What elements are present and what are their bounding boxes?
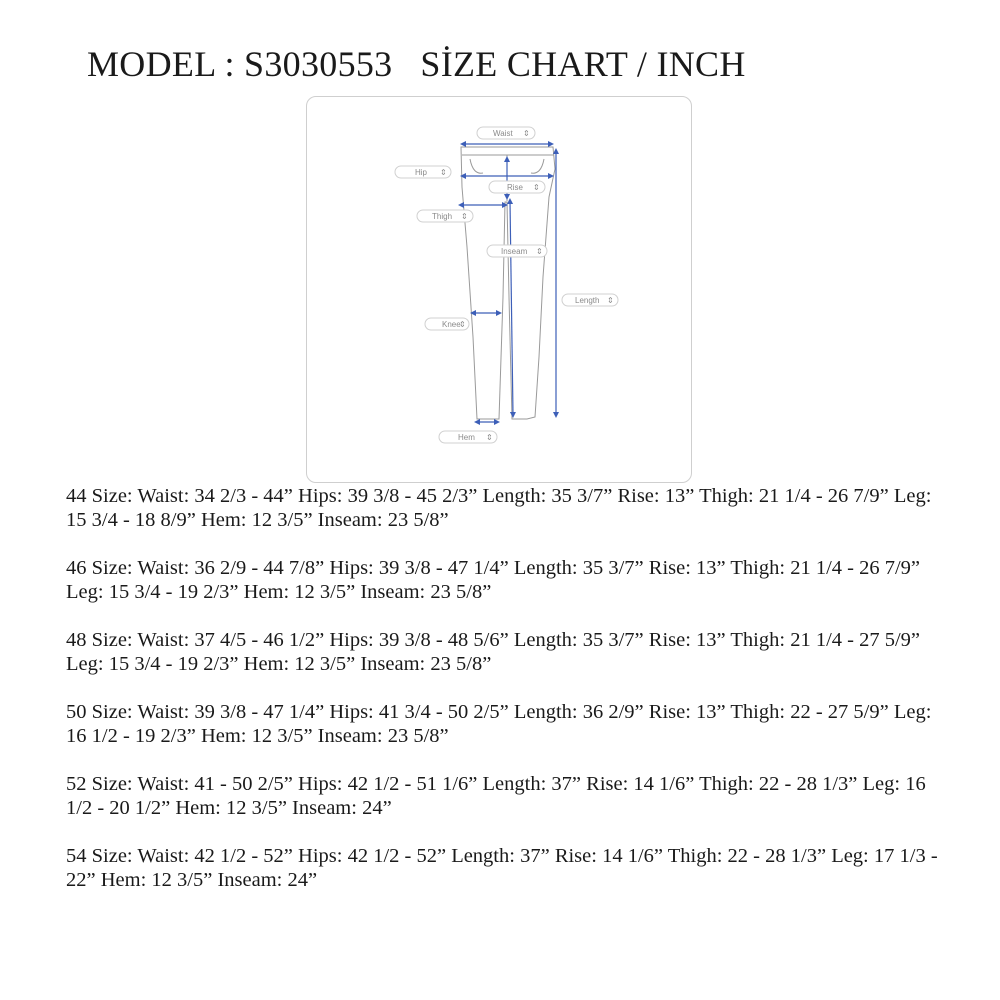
waist-value: Waist: 36 2/9 - 44 7/8” xyxy=(137,557,325,579)
knee-label: Knee xyxy=(442,320,461,329)
length-value: Length: 35 3/7” xyxy=(482,485,613,507)
length-value: Length: 35 3/7” xyxy=(513,557,644,579)
waist-value: Waist: 34 2/3 - 44” xyxy=(137,485,293,507)
leg-value: Leg: 15 3/4 - 18 8/9” xyxy=(66,485,932,531)
thigh-label: Thigh xyxy=(432,212,453,221)
rise-value: Rise: 13” xyxy=(617,485,695,507)
pants-measurement-diagram xyxy=(306,96,692,483)
hem-value: Hem: 12 3/5” xyxy=(243,653,356,675)
thigh-value: Thigh: 22 - 27 5/9” xyxy=(730,701,889,723)
waist-value: Waist: 41 - 50 2/5” xyxy=(137,773,293,795)
length-value: Length: 35 3/7” xyxy=(513,629,644,651)
leg-value: Leg: 16 1/2 - 20 1/2” xyxy=(66,773,926,819)
leg-value: Leg: 16 1/2 - 19 2/3” xyxy=(66,701,932,747)
size-entry-54 xyxy=(66,844,946,892)
length-label: Length xyxy=(575,296,600,305)
hips-value: Hips: 42 1/2 - 52” xyxy=(298,845,447,867)
length-value: Length: 37” xyxy=(482,773,582,795)
thigh-value: Thigh: 21 1/4 - 27 5/9” xyxy=(730,629,921,651)
hips-value: Hips: 39 3/8 - 47 1/4” xyxy=(329,557,509,579)
stepper-icon: ⇕ xyxy=(607,296,614,305)
size-list xyxy=(66,484,946,916)
hip-tag xyxy=(395,166,451,178)
thigh-tag xyxy=(417,210,473,222)
thigh-value: Thigh: 22 - 28 1/3” xyxy=(667,845,827,867)
stepper-icon: ⇕ xyxy=(459,320,466,329)
hem-value: Hem: 12 3/5” xyxy=(200,509,313,531)
inseam-value: Inseam: 24” xyxy=(292,797,392,819)
thigh-value: Thigh: 22 - 28 1/3” xyxy=(699,773,858,795)
waist-label: Waist xyxy=(493,129,513,138)
size-label: 52 Size: xyxy=(66,773,133,795)
size-label: 46 Size: xyxy=(66,557,133,579)
inseam-value: Inseam: 23 5/8” xyxy=(360,581,492,603)
waist-value: Waist: 37 4/5 - 46 1/2” xyxy=(137,629,325,651)
stepper-icon: ⇕ xyxy=(533,183,540,192)
size-label: 48 Size: xyxy=(66,629,133,651)
pants-illustration xyxy=(307,97,691,482)
page-title: MODEL : S3030553 SİZE CHART / INCH xyxy=(87,44,746,84)
length-value: Length: 37” xyxy=(451,845,550,867)
hips-value: Hips: 42 1/2 - 51 1/6” xyxy=(298,773,478,795)
leg-value: Leg: 15 3/4 - 19 2/3” xyxy=(66,581,239,603)
inseam-value: Inseam: 24” xyxy=(217,869,318,891)
stepper-icon: ⇕ xyxy=(440,168,447,177)
length-tag xyxy=(562,294,618,306)
hem-value: Hem: 12 3/5” xyxy=(175,797,287,819)
rise-label: Rise xyxy=(507,183,524,192)
rise-value: Rise: 13” xyxy=(648,701,726,723)
leg-value: Leg: 17 1/3 - 22” xyxy=(66,845,938,891)
hem-label: Hem xyxy=(458,433,475,442)
rise-tag xyxy=(489,181,545,193)
size-entry-52 xyxy=(66,772,946,820)
hem-tag xyxy=(439,431,497,443)
inseam-value: Inseam: 23 5/8” xyxy=(317,509,449,531)
leg-value: Leg: 15 3/4 - 19 2/3” xyxy=(66,653,239,675)
thigh-value: Thigh: 21 1/4 - 26 7/9” xyxy=(730,557,921,579)
hip-label: Hip xyxy=(415,168,428,177)
size-entry-48 xyxy=(66,628,946,676)
rise-value: Rise: 13” xyxy=(648,629,726,651)
hips-value: Hips: 41 3/4 - 50 2/5” xyxy=(329,701,509,723)
size-entry-50 xyxy=(66,700,946,748)
waist-value: Waist: 42 1/2 - 52” xyxy=(137,845,293,867)
knee-tag xyxy=(425,318,469,330)
stepper-icon: ⇕ xyxy=(536,247,543,256)
stepper-icon: ⇕ xyxy=(461,212,468,221)
size-entry-44 xyxy=(66,484,946,532)
length-value: Length: 36 2/9” xyxy=(513,701,644,723)
rise-value: Rise: 14 1/6” xyxy=(586,773,695,795)
hem-value: Hem: 12 3/5” xyxy=(243,581,356,603)
waist-tag xyxy=(477,127,535,139)
thigh-value: Thigh: 21 1/4 - 26 7/9” xyxy=(699,485,889,507)
size-label: 50 Size: xyxy=(66,701,133,723)
hips-value: Hips: 39 3/8 - 48 5/6” xyxy=(329,629,509,651)
stepper-icon: ⇕ xyxy=(523,129,530,138)
inseam-tag xyxy=(487,245,547,257)
hem-value: Hem: 12 3/5” xyxy=(100,869,213,891)
inseam-value: Inseam: 23 5/8” xyxy=(360,653,492,675)
size-entry-46 xyxy=(66,556,946,604)
hem-value: Hem: 12 3/5” xyxy=(200,725,313,747)
inseam-label: Inseam xyxy=(501,247,528,256)
size-label: 54 Size: xyxy=(66,845,133,867)
rise-value: Rise: 13” xyxy=(648,557,726,579)
inseam-value: Inseam: 23 5/8” xyxy=(317,725,449,747)
size-label: 44 Size: xyxy=(66,485,133,507)
rise-value: Rise: 14 1/6” xyxy=(554,845,663,867)
hips-value: Hips: 39 3/8 - 45 2/3” xyxy=(298,485,478,507)
waist-value: Waist: 39 3/8 - 47 1/4” xyxy=(137,701,325,723)
stepper-icon: ⇕ xyxy=(486,433,493,442)
